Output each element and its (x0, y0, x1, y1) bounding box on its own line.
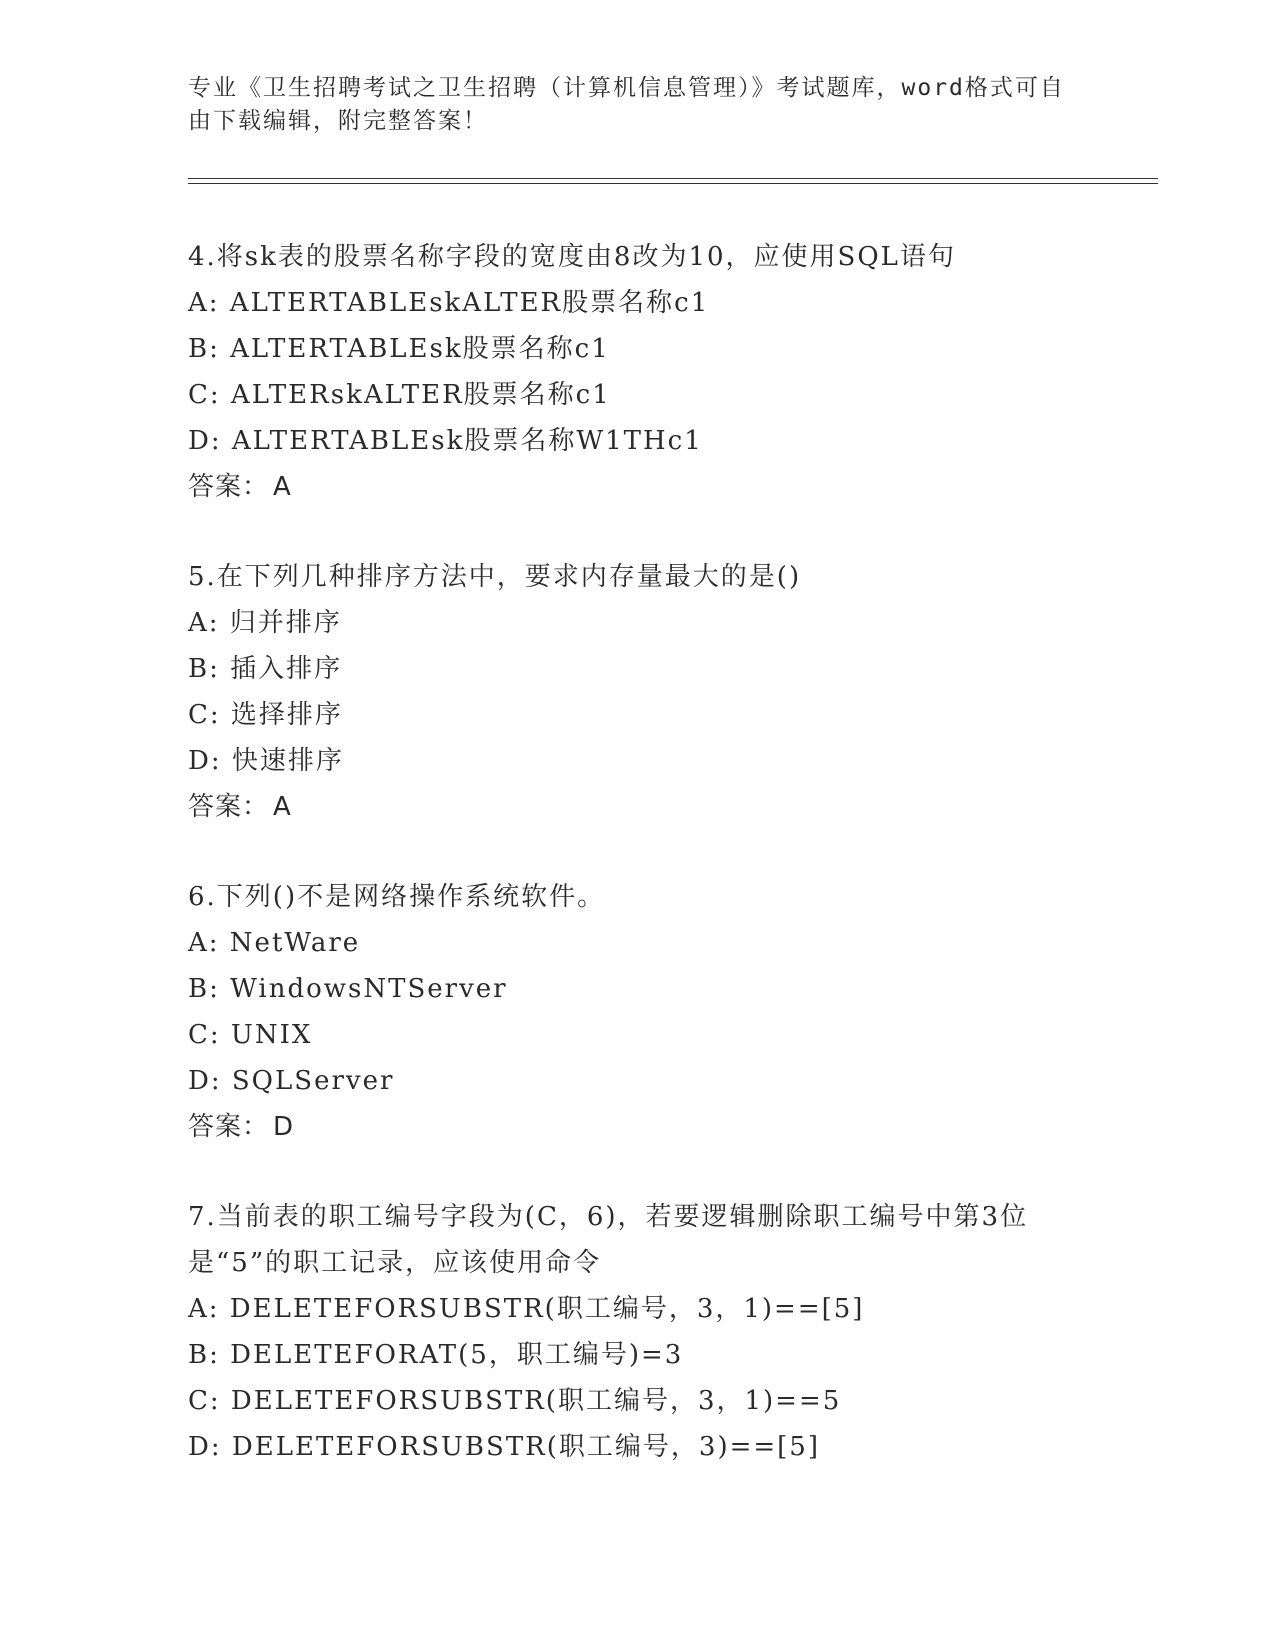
question-7 (188, 1194, 1088, 1470)
answer-line (188, 1104, 1088, 1150)
question-stem: 6.下列()不是网络操作系统软件。 (188, 882, 606, 912)
question-stem: 4.将sk表的股票名称字段的宽度由8改为10，应使用SQL语句 (188, 242, 956, 272)
option-d: D: ALTERTABLEsk股票名称W1THc1 (188, 426, 703, 456)
option-d: D: SQLServer (188, 1066, 395, 1096)
option-d: D: DELETEFORSUBSTR(职工编号，3)==[5] (188, 1432, 820, 1462)
header-text: 专业《卫生招聘考试之卫生招聘（计算机信息管理）》考试题库，word格式可自由下载编辑，附完整答案！ (188, 75, 1065, 134)
question-5 (188, 554, 1088, 830)
document-header (188, 72, 1068, 138)
option-c: C: ALTERskALTER股票名称c1 (188, 380, 611, 410)
question-stem: 7.当前表的职工编号字段为(C，6)，若要逻辑删除职工编号中第3位是“5”的职工记录，应该使用命令 (188, 1202, 1029, 1278)
option-b: B: DELETEFORAT(5，职工编号)=3 (188, 1340, 684, 1370)
answer-label: 答案： (188, 792, 270, 822)
answer-value: D (273, 1112, 295, 1142)
answer-value: A (273, 792, 292, 822)
option-a: A: ALTERTABLEskALTER股票名称c1 (188, 288, 710, 318)
option-b: B: ALTERTABLEsk股票名称c1 (188, 334, 610, 364)
option-c: C: UNIX (188, 1020, 313, 1050)
option-c: C: 选择排序 (188, 700, 343, 730)
answer-line (188, 784, 1088, 830)
answer-label: 答案： (188, 1112, 270, 1142)
option-a: A: NetWare (188, 928, 361, 958)
answer-value: A (273, 472, 292, 502)
option-a: A: 归并排序 (188, 608, 342, 638)
header-rule-top (188, 178, 1158, 179)
answer-label: 答案： (188, 472, 270, 502)
question-list (188, 234, 1088, 1514)
option-d: D: 快速排序 (188, 746, 344, 776)
question-6 (188, 874, 1088, 1150)
question-stem: 5.在下列几种排序方法中，要求内存量最大的是() (188, 562, 802, 592)
option-b: B: WindowsNTServer (188, 974, 508, 1004)
question-4 (188, 234, 1088, 510)
answer-line (188, 464, 1088, 510)
option-b: B: 插入排序 (188, 654, 343, 684)
option-c: C: DELETEFORSUBSTR(职工编号，3，1)==5 (188, 1386, 842, 1416)
header-rule-bottom (188, 183, 1158, 184)
option-a: A: DELETEFORSUBSTR(职工编号，3，1)==[5] (188, 1294, 865, 1324)
